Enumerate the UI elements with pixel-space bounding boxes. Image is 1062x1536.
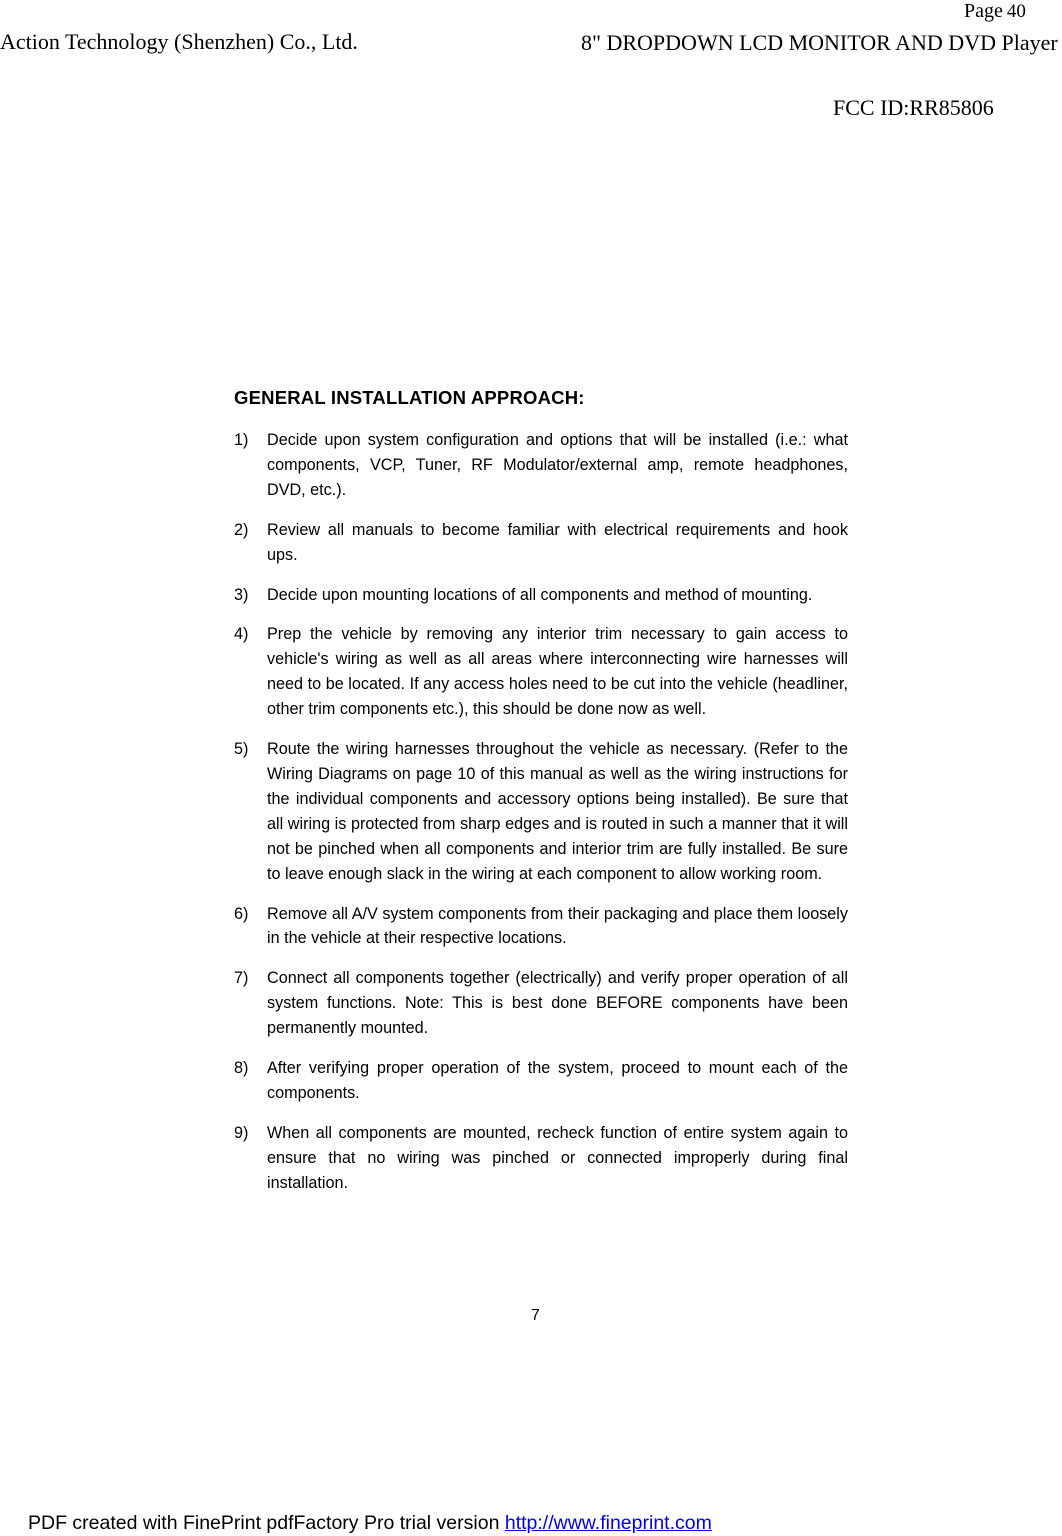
step-item	[234, 428, 848, 503]
step-item	[234, 518, 848, 568]
product-title: 8" DROPDOWN LCD MONITOR AND DVD Player	[581, 30, 1058, 55]
step-number: 2)	[234, 520, 249, 539]
step-text: Decide upon mounting locations of all components and method of mounting.	[267, 585, 813, 604]
fcc-id: FCC ID:RR85806	[833, 95, 994, 120]
step-number: 5)	[234, 740, 249, 759]
manual-title: GENERAL INSTALLATION APPROACH:	[234, 387, 585, 408]
step-number: 3)	[234, 585, 249, 604]
page-label	[964, 0, 1026, 23]
step-list	[234, 428, 848, 1196]
step-item	[234, 1056, 848, 1106]
step-text: Remove all A/V system components from their packaging and place them loosely in the vehicle at their respective locations.	[267, 904, 848, 948]
pdf-footer	[28, 1510, 712, 1536]
step-number: 1)	[234, 431, 249, 449]
company-name: Action Technology (Shenzhen) Co., Ltd.	[0, 29, 358, 54]
step-number: 4)	[234, 625, 249, 644]
step-item	[234, 966, 848, 1041]
step-item	[234, 737, 848, 886]
step-item	[234, 1121, 848, 1196]
step-number: 6)	[234, 904, 249, 923]
step-text: Route the wiring harnesses throughout the vehicle as necessary. (Refer to the Wiring Diagrams on page 10 of this manual as well as the wiring instructions for the individual components and accessory options being installed). Be sure that all wiring is protected from sharp edges and is routed in such a manner that it will not be pinched when all components and interior trim are fully installed. Be sure to leave enough slack in the wiring at each component to allow working room.	[267, 740, 848, 883]
step-item	[234, 583, 848, 608]
footer-text: PDF created with FinePrint pdfFactory Pro trial version	[28, 1512, 500, 1534]
step-item	[234, 902, 848, 952]
step-text: Prep the vehicle by removing any interior trim necessary to gain access to vehicle's wiring as well as all areas where interconnecting wire harnesses will need to be located. If any access holes need to be cut into the vehicle (headliner, other trim components etc.), this should be done now as well.	[267, 625, 848, 719]
step-text: After verifying proper operation of the system, proceed to mount each of the components.	[267, 1059, 848, 1102]
page-label-text: Page	[964, 0, 1003, 22]
manual-page-number: 7	[531, 1307, 540, 1324]
step-number: 9)	[234, 1123, 249, 1142]
step-text: Review all manuals to become familiar with electrical requirements and hook ups.	[267, 520, 848, 564]
footer-link[interactable]: http://www.fineprint.com	[504, 1512, 712, 1534]
step-text: Connect all components together (electrically) and verify proper operation of all system functions. Note: This is best done BEFORE components have been permanently mounted.	[267, 969, 848, 1038]
manual-section	[234, 385, 848, 1211]
step-text: Decide upon system configuration and options that will be installed (i.e.: what components, VCP, Tuner, RF Modulator/external amp, remote headphones, DVD, etc.).	[267, 431, 848, 499]
step-number: 8)	[234, 1059, 249, 1078]
step-number: 7)	[234, 969, 249, 988]
step-text: When all components are mounted, recheck function of entire system again to ensure that no wiring was pinched or connected improperly during final installation.	[267, 1123, 848, 1192]
step-item	[234, 622, 848, 722]
page-number: 40	[1006, 1, 1026, 22]
